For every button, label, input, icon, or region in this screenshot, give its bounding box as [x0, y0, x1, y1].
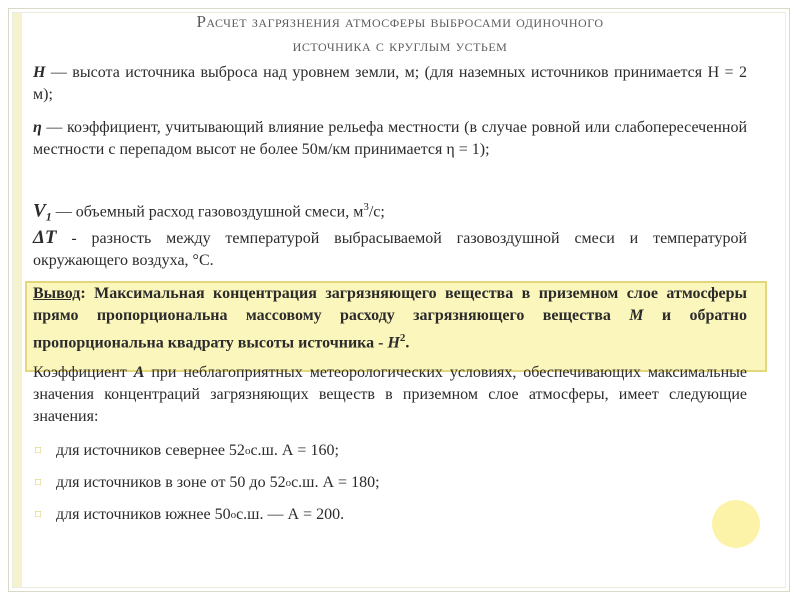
- def-delta-t: [33, 227, 747, 272]
- decorative-circle: [712, 500, 760, 548]
- bullet-text-1: для источников в зоне от 50 до 52: [56, 474, 286, 491]
- def-volume-sup: 3: [363, 201, 369, 213]
- bullet-sup: о: [285, 477, 292, 489]
- slide-title: [40, 10, 760, 58]
- def-eta-text: — коэффициент, учитывающий влияние рельефа местности (в случае ровной или слабопересеченной местности с перепадом высот не более 50м/км принимается η = 1);: [33, 119, 747, 158]
- bullet-text-2: с.ш. — А = 200.: [236, 506, 345, 523]
- bullet-sup: о: [244, 445, 251, 457]
- conclusion-text-2: и обратно пропорциональна квадрату высоты источника -: [33, 307, 748, 352]
- symbol-h: H: [33, 64, 46, 81]
- bullet-text-1: для источников севернее 52: [56, 442, 245, 459]
- symbol-eta: η: [33, 119, 42, 136]
- list-item: [33, 472, 380, 494]
- conclusion-text: [33, 283, 747, 354]
- bullet-icon: ⌑: [34, 475, 42, 490]
- coef-text-2: при неблагоприятных метеорологических условиях, обеспечивающих максимальные значения концентраций загрязняющих веществ в приземном слое атмосферы, имеет следующие значения:: [33, 364, 748, 425]
- list-item: [33, 504, 344, 526]
- conclusion-label: Вывод: [33, 285, 81, 302]
- coef-paragraph: [33, 362, 747, 428]
- bullet-sup: о: [230, 509, 237, 521]
- bullet-text-1: для источников южнее 50: [56, 506, 231, 523]
- conclusion-text-1: : Максимальная концентрация загрязняющего вещества в приземном слое атмосферы прямо пропорциональна массовому расходу загрязняющего вещества: [33, 285, 747, 324]
- symbol-h2-sup: 2: [399, 332, 406, 344]
- def-eta: [33, 117, 747, 161]
- symbol-h2: H: [387, 334, 400, 352]
- def-volume-text-2: /с;: [368, 203, 385, 221]
- bullet-text-2: с.ш. А = 180;: [291, 474, 380, 491]
- def-height-text: — высота источника выброса над уровнем земли, м; (для наземных источников принимается Н = 2 м);: [33, 64, 747, 103]
- list-item: [33, 440, 339, 462]
- symbol-m: М: [629, 307, 644, 324]
- bullet-text-2: с.ш. А = 160;: [250, 442, 339, 459]
- bullet-icon: ⌑: [34, 443, 42, 458]
- bullet-icon: ⌑: [34, 507, 42, 522]
- def-height: [33, 62, 747, 106]
- symbol-v: V: [33, 200, 46, 222]
- conclusion-text-3: .: [405, 334, 410, 352]
- symbol-a: А: [133, 364, 145, 381]
- def-volume-text-1: — объемный расход газовоздушной смеси, м: [51, 203, 364, 221]
- def-delta-t-text: - разность между температурой выбрасываемой газовоздушной смеси и температурой окружающего воздуха, °С.: [33, 230, 747, 269]
- coef-text-1: Коэффициент: [33, 364, 134, 381]
- decorative-stripe: [13, 13, 22, 587]
- symbol-v-sub: 1: [45, 209, 52, 224]
- title-line-1: Расчет загрязнения атмосферы выбросами одиночного: [196, 12, 604, 31]
- def-volume: [33, 196, 747, 228]
- title-line-2: источника с круглым устьем: [292, 36, 508, 55]
- symbol-delta-t: ΔT: [33, 227, 57, 248]
